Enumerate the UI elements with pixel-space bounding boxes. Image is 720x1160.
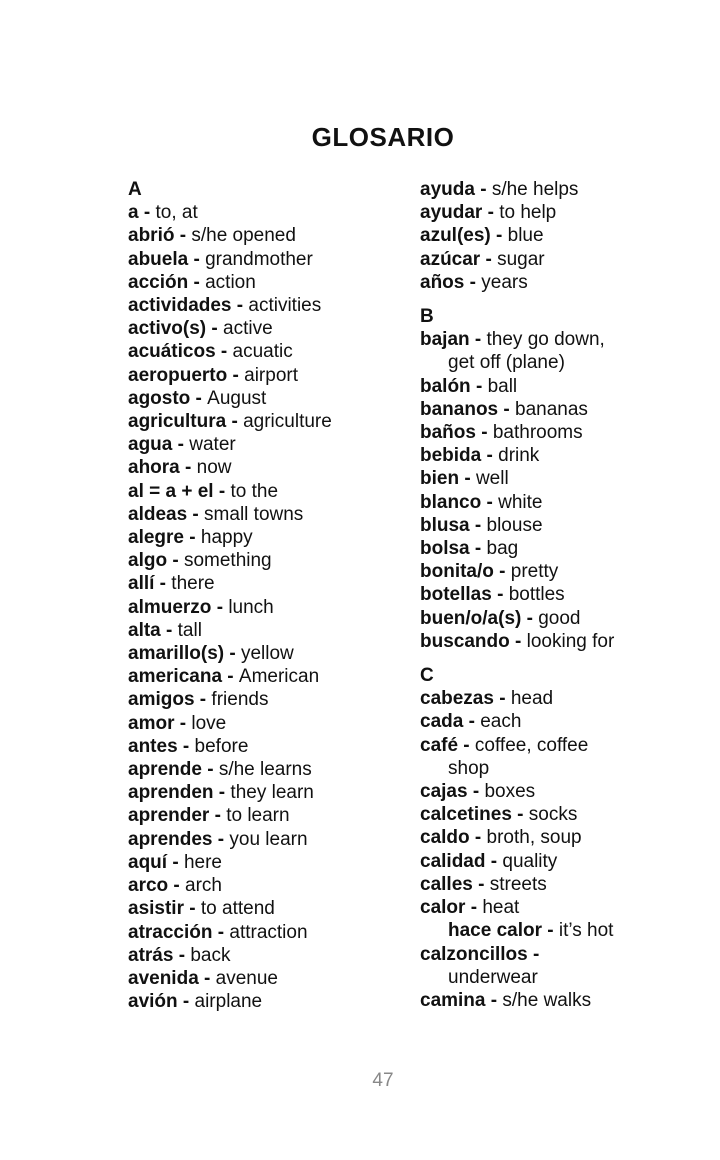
entry-definition: to the [230,480,279,502]
glossary-entry [420,514,700,537]
entry-separator: - [173,944,191,966]
entry-term: años [420,271,465,293]
entry-term: ayuda [420,179,475,200]
entry-term: almuerzo [128,596,212,618]
entry-term: buen/o/a(s) [420,607,522,629]
entry-definition: streets [489,873,547,895]
entry-definition: each [480,711,522,733]
entry-term: activo(s) [128,318,207,340]
entry-term: agosto [128,387,191,409]
glossary-entry [128,642,398,665]
glossary-entry [128,480,398,503]
entry-definition: agriculture [243,411,332,433]
entry-definition: tall [177,619,202,641]
entry-separator: - [491,584,509,606]
entry-term: bajan [420,329,470,351]
glossary-entry [128,387,398,410]
entry-term: allí [128,573,155,595]
entry-term: amigos [128,689,195,711]
glossary-entry [128,781,398,804]
entry-separator: - [138,202,156,224]
entry-separator: - [212,921,230,943]
glossary-entry [128,317,398,340]
glossary-entry [128,712,398,735]
glossary-entry [128,549,398,572]
glossary-entry [128,526,398,549]
glossary-entry [420,943,700,966]
entry-separator: - [542,920,559,942]
entry-term: alegre [128,527,184,549]
entry-separator: - [481,445,499,467]
glossary-entry [128,340,398,363]
page-number: 47 [372,1070,394,1091]
entry-definition: active [223,318,273,340]
entry-separator: - [465,897,483,919]
glossary-entry [420,803,700,826]
entry-separator: - [174,712,192,734]
glossary-entry [128,828,398,851]
entry-term: actividades [128,295,232,317]
glossary-entry [128,665,398,688]
entry-definition: attraction [229,921,308,943]
entry-definition: boxes [484,781,536,803]
glossary-entry [420,375,700,398]
glossary-entry [128,944,398,967]
entry-term: atrás [128,944,174,966]
entry-definition: bottles [508,584,565,606]
entry-term: azúcar [420,248,481,270]
entry-separator: - [167,550,184,572]
entry-definition: to attend [200,898,275,920]
entry-term: acuáticos [128,341,216,363]
entry-definition: s/he learns [218,759,312,781]
entry-definition: arch [185,875,222,897]
entry-term: atracción [128,921,213,943]
section-letter: A [128,179,142,200]
entry-definition: something [183,550,272,572]
entry-term: aprende [128,759,202,781]
glossary-entry [420,201,700,224]
entry-separator: - [511,804,529,826]
entry-separator: - [469,329,487,351]
entry-term: bebida [420,445,482,467]
glossary-subentry [420,919,700,942]
entry-definition: bathrooms [492,422,583,444]
glossary-entry [420,873,700,896]
entry-definition: pretty [510,561,559,583]
definition-continuation: get off (plane) [448,352,565,374]
glossary-entry [420,224,700,247]
entry-definition: airplane [194,991,263,1013]
entry-term: aldeas [128,503,188,525]
entry-term: calzoncillos [420,943,528,965]
glossary-entry [420,178,700,201]
glossary-entry [128,294,398,317]
entry-term: asistir [128,898,184,920]
glossary-entry [420,248,700,271]
entry-term: bonita/o [420,561,494,583]
entry-definition: coffee, coffee [474,734,589,756]
glossary-entry [420,630,700,653]
entry-term: cajas [420,781,468,803]
entry-separator: - [209,805,227,827]
glossary-entry [420,467,700,490]
entry-definition: good [538,607,581,629]
entry-separator: - [213,480,231,502]
entry-definition: drink [498,445,540,467]
glossary-entry [128,804,398,827]
definition-continuation: underwear [448,966,538,988]
glossary-entry [420,734,700,757]
entry-separator: - [469,827,487,849]
entry-separator: - [493,688,511,710]
glossary-entry [128,224,398,247]
entry-separator: - [482,202,500,224]
entry-separator: - [190,387,208,409]
entry-definition: before [194,735,249,757]
entry-term: agua [128,434,173,456]
entry-definition: blue [507,225,544,247]
glossary-entry [128,572,398,595]
entry-definition: friends [211,689,269,711]
entry-separator: - [493,561,511,583]
entry-definition: small towns [204,503,304,525]
entry-separator: - [179,457,197,479]
entry-separator: - [475,422,493,444]
glossary-entry [420,444,700,467]
entry-definition: August [207,387,267,409]
entry-definition: American [238,666,320,688]
glossary-entry [420,826,700,849]
glossary-entry [128,688,398,711]
definition-continuation: shop [448,757,490,779]
entry-definition: activities [248,295,322,317]
entry-term: avenida [128,967,199,989]
glossary-entry [128,874,398,897]
entry-term: caldo [420,827,470,849]
entry-term: calidad [420,850,486,872]
glossary-entry [420,537,700,560]
entry-term: bolsa [420,538,470,560]
entry-definition: back [190,944,231,966]
entry-term: ayudar [420,202,483,224]
glossary-entry [128,921,398,944]
entry-definition: love [191,712,227,734]
entry-definition: to learn [226,805,290,827]
entry-separator: - [463,711,481,733]
entry-term: abuela [128,248,189,270]
entry-term: calcetines [420,804,512,826]
page-title: GLOSARIO [311,122,455,152]
entry-separator: - [206,318,224,340]
entry-separator: - [470,375,488,397]
entry-term: antes [128,735,178,757]
glossary-entry [128,596,398,619]
entry-separator: - [167,851,184,873]
entry-separator: - [224,643,241,665]
entry-separator: - [481,491,499,513]
entry-separator: - [183,898,201,920]
glossary-entry [420,560,700,583]
glossary-entry [128,619,398,642]
entry-separator: - [480,248,498,270]
glossary-entry [420,421,700,444]
entry-definition: white [498,491,543,513]
entry-separator: - [458,734,475,756]
entry-separator: - [201,759,219,781]
entry-separator: - [172,434,190,456]
entry-definition: action [205,271,256,293]
entry-separator: - [188,248,206,270]
glossary-entry [420,328,700,351]
glossary-entry [420,687,700,710]
glossary-entry [128,990,398,1013]
entry-separator: - [215,341,233,363]
entry-definition: blouse [486,514,543,536]
glossary-entry [128,248,398,271]
glossary-entry [420,780,700,803]
entry-definition: avenue [215,967,278,989]
entry-term: alta [128,619,161,641]
entry-definition: there [171,573,215,595]
entry-term: café [420,734,459,756]
entry-definition: bag [486,538,519,560]
entry-definition: quality [502,850,558,872]
entry-term: aquí [128,851,168,873]
entry-term: azul(es) [420,225,491,247]
entry-separator: - [485,850,503,872]
entry-separator: - [198,967,216,989]
entry-definition: well [475,468,509,490]
entry-definition: you learn [229,828,308,850]
glossary-column-right [420,178,700,1012]
entry-separator: - [490,225,508,247]
entry-term: agricultura [128,411,227,433]
entry-definition: happy [200,527,253,549]
entry-term: camina [420,989,486,1011]
entry-definition: ball [487,375,518,397]
glossary-entry [128,201,398,224]
entry-term: ahora [128,457,180,479]
glossary-entry [420,989,700,1012]
section-letter: C [420,665,434,687]
entry-separator: - [469,538,487,560]
entry-term: arco [128,875,169,897]
entry-separator: - [160,619,178,641]
entry-definition: water [189,434,236,456]
entry-definition: s/he opened [191,225,296,247]
glossary-entry [128,758,398,781]
entry-separator: - [154,573,172,595]
entry-term: al = a + el [128,480,214,502]
entry-separator: - [509,630,527,652]
entry-definition: now [196,457,232,479]
entry-separator: - [469,514,487,536]
entry-definition: heat [482,897,520,919]
entry-definition: s/he helps [491,179,579,200]
entry-term: bananos [420,398,499,420]
entry-separator: - [231,295,249,317]
entry-definition: sugar [497,248,545,270]
entry-separator: - [168,875,186,897]
entry-separator: - [498,398,516,420]
entry-separator: - [212,828,230,850]
entry-separator: - [459,468,476,490]
entry-separator: - [474,179,492,200]
entry-separator: - [194,689,212,711]
entry-definition: looking for [526,630,615,652]
entry-term: blusa [420,514,470,536]
entry-term: americana [128,666,223,688]
entry-separator: - [521,607,539,629]
entry-term: a [128,202,139,224]
entry-definition: it’s hot [558,920,614,942]
entry-term: avión [128,991,178,1013]
entry-term: calles [420,873,473,895]
entry-term: balón [420,375,471,397]
section-letter: B [420,306,434,328]
entry-definition: airport [244,364,298,386]
entry-separator: - [174,225,192,247]
entry-definition: grandmother [205,248,313,270]
entry-term: abrió [128,225,175,247]
entry-separator: - [177,735,195,757]
glossary-entry [420,271,700,294]
entry-term: bien [420,468,460,490]
glossary-entry [420,583,700,606]
entry-separator: - [226,411,244,433]
entry-separator: - [187,503,205,525]
entry-separator: - [213,782,231,804]
entry-term: algo [128,550,168,572]
entry-definition: years [481,271,528,293]
entry-term: aprendes [128,828,213,850]
glossary-entry [420,850,700,873]
glossary-entry [128,410,398,433]
glossary-entry [420,710,700,733]
glossary-entry [420,607,700,630]
entry-term: cabezas [420,688,494,710]
glossary-entry [128,851,398,874]
entry-definition: head [510,688,554,710]
glossary-entry [128,433,398,456]
entry-separator: - [485,989,503,1011]
entry-definition: s/he walks [502,989,592,1011]
entry-term: cada [420,711,464,733]
entry-term: amor [128,712,175,734]
glossary-entry [128,735,398,758]
entry-term: aprender [128,805,210,827]
glossary-entry [420,398,700,421]
glossary-entry [128,503,398,526]
entry-separator: - [183,527,201,549]
entry-term: blanco [420,491,482,513]
glossary-entry [420,491,700,514]
entry-separator: - [188,271,206,293]
entry-separator: - [467,781,485,803]
entry-term: amarillo(s) [128,643,225,665]
entry-definition: broth, soup [486,827,582,849]
entry-definition: lunch [228,596,274,618]
glossary-entry [128,967,398,990]
entry-term: aprenden [128,782,214,804]
entry-definition: to help [499,202,557,224]
entry-definition: they learn [230,782,314,804]
glossary-entry [420,896,700,919]
entry-term: calor [420,897,466,919]
entry-term: aeropuerto [128,364,228,386]
entry-separator: - [227,364,245,386]
entry-definition: acuatic [232,341,293,363]
entry-definition: bananas [515,398,588,420]
entry-separator: - [222,666,239,688]
entry-separator: - [472,873,490,895]
glossary-column-left [128,178,398,1013]
entry-term: baños [420,422,476,444]
glossary-entry [128,364,398,387]
entry-definition: they go down, [486,329,605,351]
entry-definition: socks [528,804,578,826]
entry-term: botellas [420,584,492,606]
glossary-entry [128,456,398,479]
entry-term: buscando [420,630,510,652]
glossary-entry [128,271,398,294]
entry-definition: here [183,851,222,873]
entry-separator: - [527,943,540,965]
entry-separator: - [177,991,195,1013]
entry-separator: - [464,271,482,293]
entry-definition: yellow [240,643,294,665]
entry-term: acción [128,271,189,293]
entry-definition: to, at [155,202,198,224]
entry-separator: - [211,596,229,618]
entry-term: hace calor [448,920,542,942]
glossary-entry [128,897,398,920]
